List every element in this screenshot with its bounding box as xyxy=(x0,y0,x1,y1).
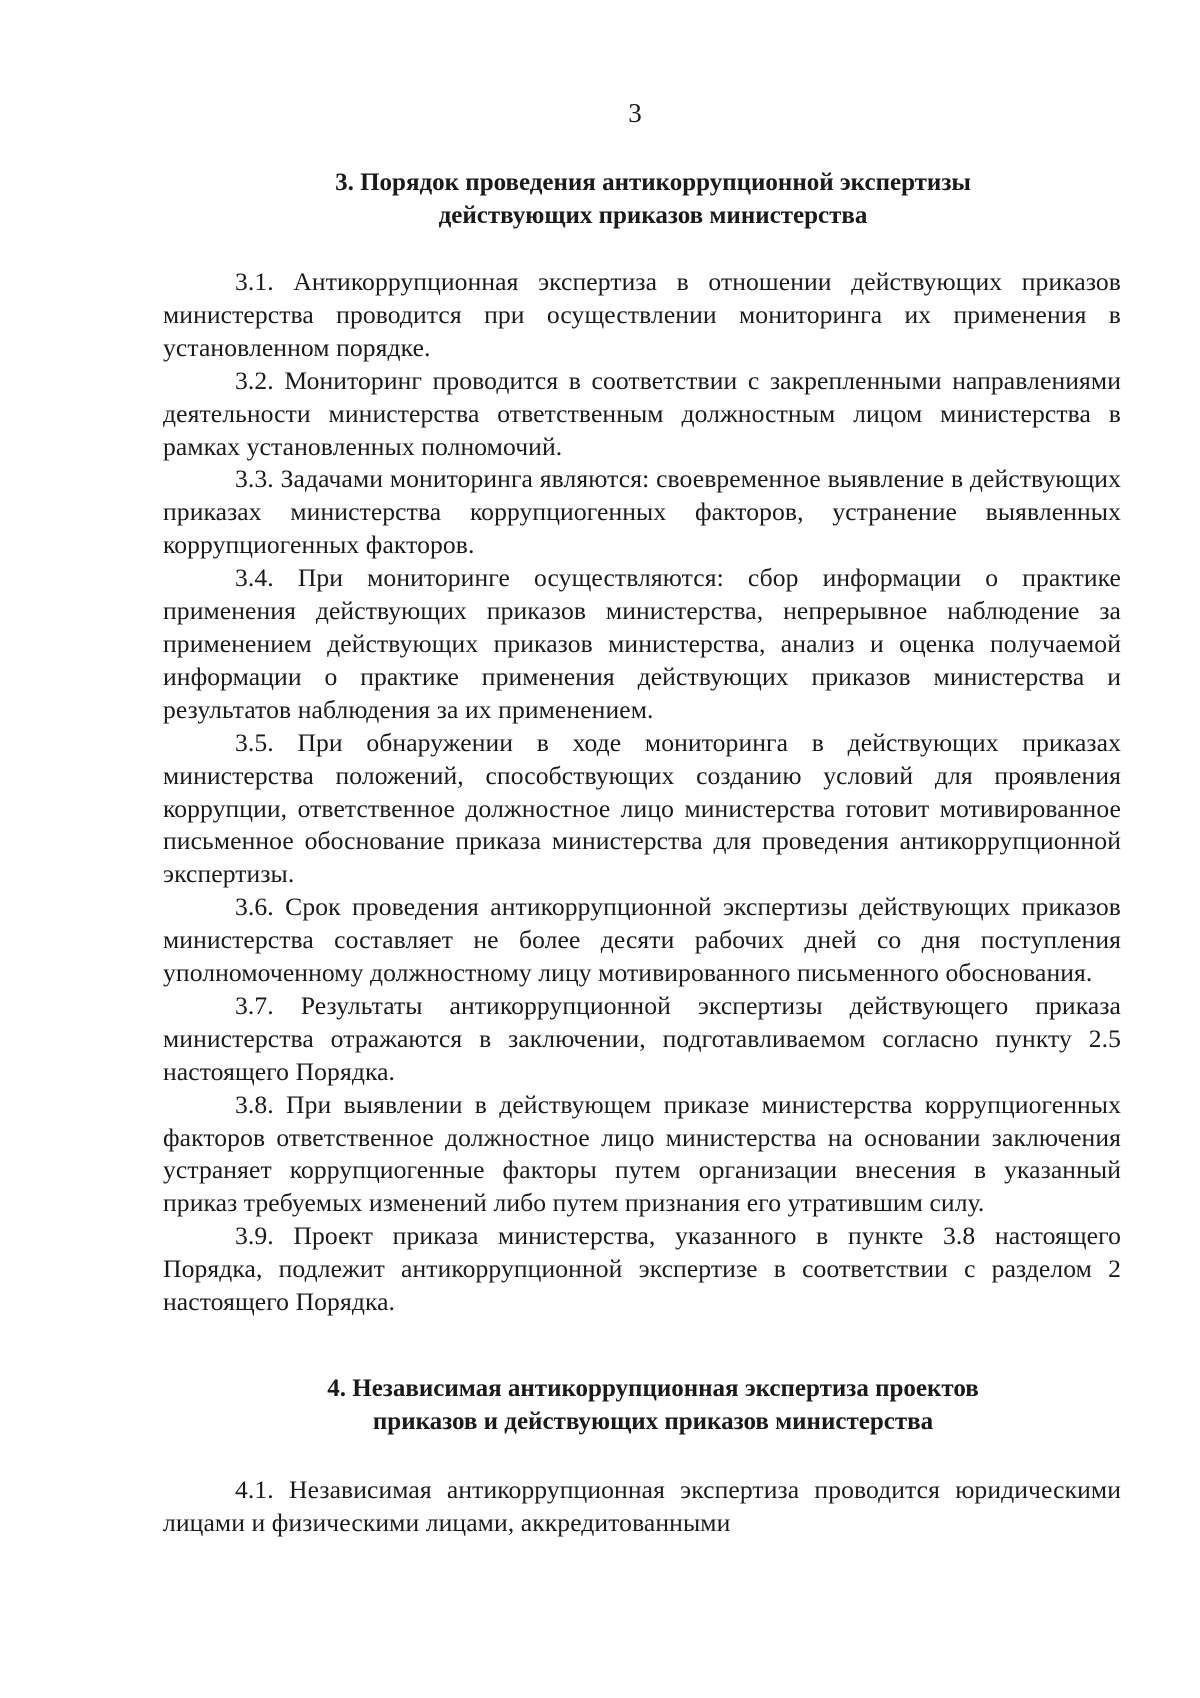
paragraph-3-6: 3.6. Срок проведения антикоррупционной экспертизы действующих приказов министерства составляет не более десяти рабочих дней со дня поступления уполномоченному должностному лицу мотивированного письменного обоснования. xyxy=(163,892,1121,988)
document-body xyxy=(163,166,1121,1540)
paragraph-4-1: 4.1. Независимая антикоррупционная экспертиза проводится юридическими лицами и физическими лицами, аккредитованными xyxy=(163,1475,1121,1537)
paragraph-3-5: 3.5. При обнаружении в ходе мониторинга в действующих приказах министерства положений, способствующих созданию условий для проявления коррупции, ответственное должностное лицо министерства готовит мотивированное письменное обоснование приказа министерства для проведения антикоррупционной экспертизы. xyxy=(163,727,1121,889)
paragraph-3-8: 3.8. При выявлении в действующем приказе министерства коррупциогенных факторов ответственное должностное лицо министерства на основании заключения устраняет коррупциогенные факторы путем организации внесения в указанный приказ требуемых изменений либо путем признания его утратившим силу. xyxy=(163,1089,1121,1218)
paragraph-3-2: 3.2. Мониторинг проводится в соответствии с закрепленными направлениями деятельности министерства ответственным должностным лицом министерства в рамках установленных полномочий. xyxy=(163,365,1121,461)
section-title-line: 3. Порядок проведения антикоррупционной экспертизы xyxy=(335,169,971,196)
paragraph-3-7: 3.7. Результаты антикоррупционной экспертизы действующего приказа министерства отражаются в заключении, подготавливаемом согласно пункту 2.5 настоящего Порядка. xyxy=(163,990,1121,1086)
paragraph-3-3: 3.3. Задачами мониторинга являются: своевременное выявление в действующих приказах министерства коррупциогенных факторов, устранение выявленных коррупциогенных факторов. xyxy=(163,464,1121,560)
section-title-line: приказов и действующих приказов министерства xyxy=(372,1408,934,1435)
section-title-line: действующих приказов министерства xyxy=(438,202,868,229)
page-number: 3 xyxy=(628,98,642,128)
paragraph-3-4: 3.4. При мониторинге осуществляются: сбор информации о практике применения действующих приказов министерства, непрерывное наблюдение за применением действующих приказов министерства, анализ и оценка получаемой информации о практике применения действующих приказов министерства и результатов наблюдения за их применением. xyxy=(163,563,1121,724)
paragraph-3-9: 3.9. Проект приказа министерства, указанного в пункте 3.8 настоящего Порядка, подлежит антикоррупционной экспертизе в соответствии с разделом 2 настоящего Порядка. xyxy=(163,1221,1121,1317)
section-4-title xyxy=(163,1372,1121,1438)
paragraph-3-1: 3.1. Антикоррупционная экспертиза в отношении действующих приказов министерства проводится при осуществлении мониторинга их применения в установленном порядке. xyxy=(163,267,1121,362)
section-3-title xyxy=(163,166,1121,232)
section-title-line: 4. Независимая антикоррупционная экспертиза проектов xyxy=(327,1375,979,1402)
